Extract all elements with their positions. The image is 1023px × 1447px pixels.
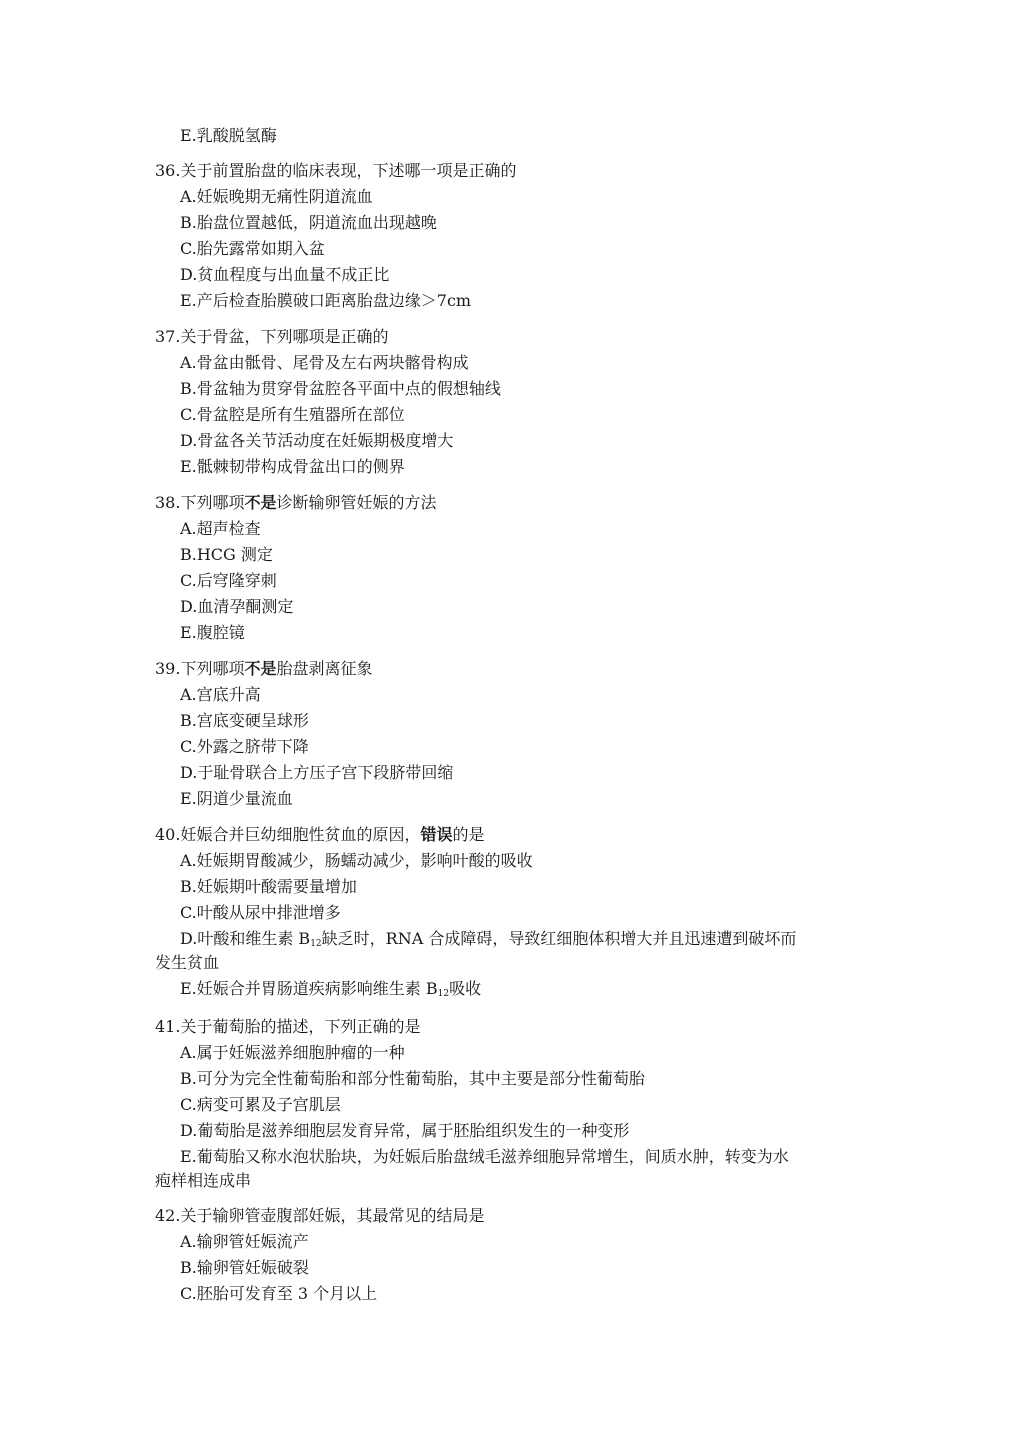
option-c: C.叶酸从尿中排泄增多 — [180, 903, 341, 922]
option-d: D.葡萄胎是滋养细胞层发育异常，属于胚胎组织发生的一种变形 — [180, 1121, 630, 1140]
option-a: A.超声检查 — [180, 519, 261, 538]
stem-text: 的是 — [452, 825, 485, 844]
question-40 — [155, 822, 875, 1002]
option-text: 吸收 — [449, 979, 482, 998]
question-42 — [155, 1203, 875, 1307]
option-c: C.病变可累及子宫肌层 — [180, 1095, 341, 1114]
option-d — [155, 926, 875, 976]
option-d: D.骨盆各关节活动度在妊娠期极度增大 — [180, 431, 454, 450]
option-b: B.骨盆轴为贯穿骨盆腔各平面中点的假想轴线 — [180, 379, 501, 398]
question-stem: 37.关于骨盆，下列哪项是正确的 — [155, 327, 389, 346]
option-e: E.骶棘韧带构成骨盆出口的侧界 — [180, 457, 405, 476]
option-b: B.宫底变硬呈球形 — [180, 711, 309, 730]
question-41 — [155, 1014, 875, 1194]
option-c: C.后穹隆穿刺 — [180, 571, 277, 590]
question-36 — [155, 158, 875, 314]
option-a: A.妊娠晚期无痛性阴道流血 — [180, 187, 373, 206]
stem-text: 40.妊娠合并巨幼细胞性贫血的原因， — [155, 825, 421, 844]
option-text: E.妊娠合并胃肠道疾病影响维生素 B — [180, 979, 438, 998]
option-a: A.属于妊娠滋养细胞肿瘤的一种 — [180, 1043, 405, 1062]
option-e: E.腹腔镜 — [180, 623, 245, 642]
option-text: 缺乏时，RNA 合成障碍，导致红细胞体积增大并且迅速遭到破坏而 — [321, 929, 797, 948]
option-d: D.贫血程度与出血量不成正比 — [180, 265, 390, 284]
option-c: C.胎先露常如期入盆 — [180, 239, 325, 258]
option-a: A.宫底升高 — [180, 685, 261, 704]
option-text: D.叶酸和维生素 B — [180, 929, 311, 948]
question-39 — [155, 656, 875, 812]
option-b: B.输卵管妊娠破裂 — [180, 1258, 309, 1277]
option-continuation: 发生贫血 — [155, 953, 220, 972]
option-a: A.妊娠期胃酸减少，肠蠕动减少，影响叶酸的吸收 — [180, 851, 533, 870]
option-c: C.外露之脐带下降 — [180, 737, 309, 756]
option-a: A.骨盆由骶骨、尾骨及左右两块髂骨构成 — [180, 353, 469, 372]
option-c: C.骨盆腔是所有生殖器所在部位 — [180, 405, 405, 424]
option-b: B.妊娠期叶酸需要量增加 — [180, 877, 357, 896]
option-c: C.胚胎可发育至 3 个月以上 — [180, 1284, 378, 1303]
stem-emphasis: 不是 — [244, 493, 277, 512]
stem-text: 38.下列哪项 — [155, 493, 245, 512]
option-a: A.输卵管妊娠流产 — [180, 1232, 309, 1251]
option-d: D.于耻骨联合上方压子宫下段脐带回缩 — [180, 763, 454, 782]
option-e: E.乳酸脱氢酶 — [180, 126, 277, 145]
option-e: E.产后检查胎膜破口距离胎盘边缘＞7cm — [180, 291, 472, 310]
option-b: B.可分为完全性葡萄胎和部分性葡萄胎，其中主要是部分性葡萄胎 — [180, 1069, 645, 1088]
stem-text: 胎盘剥离征象 — [276, 659, 373, 678]
option-e: E.阴道少量流血 — [180, 789, 293, 808]
stem-emphasis: 错误 — [420, 825, 453, 844]
question-stem: 41.关于葡萄胎的描述，下列正确的是 — [155, 1017, 421, 1036]
subscript: 12 — [437, 989, 450, 999]
question-stem — [155, 656, 875, 682]
stem-text: 诊断输卵管妊娠的方法 — [276, 493, 437, 512]
question-stem — [155, 490, 875, 516]
option-continuation: 疱样相连成串 — [155, 1171, 252, 1190]
option-e — [155, 1144, 875, 1194]
stem-text: 39.下列哪项 — [155, 659, 245, 678]
option-b: B.胎盘位置越低，阴道流血出现越晚 — [180, 213, 437, 232]
option-text: E.葡萄胎又称水泡状胎块，为妊娠后胎盘绒毛滋养细胞异常增生，间质水肿，转变为水 — [180, 1147, 789, 1166]
option-b: B.HCG 测定 — [180, 545, 273, 564]
question-stem — [155, 822, 875, 848]
question-stem: 42.关于输卵管壶腹部妊娠，其最常见的结局是 — [155, 1206, 485, 1225]
stem-emphasis: 不是 — [244, 659, 277, 678]
question-stem: 36.关于前置胎盘的临床表现，下述哪一项是正确的 — [155, 161, 517, 180]
subscript: 12 — [310, 939, 322, 949]
question-38 — [155, 490, 875, 646]
question-37 — [155, 324, 875, 480]
option-d: D.血清孕酮测定 — [180, 597, 294, 616]
option-e — [155, 976, 875, 1002]
question-35-tail — [155, 123, 875, 149]
